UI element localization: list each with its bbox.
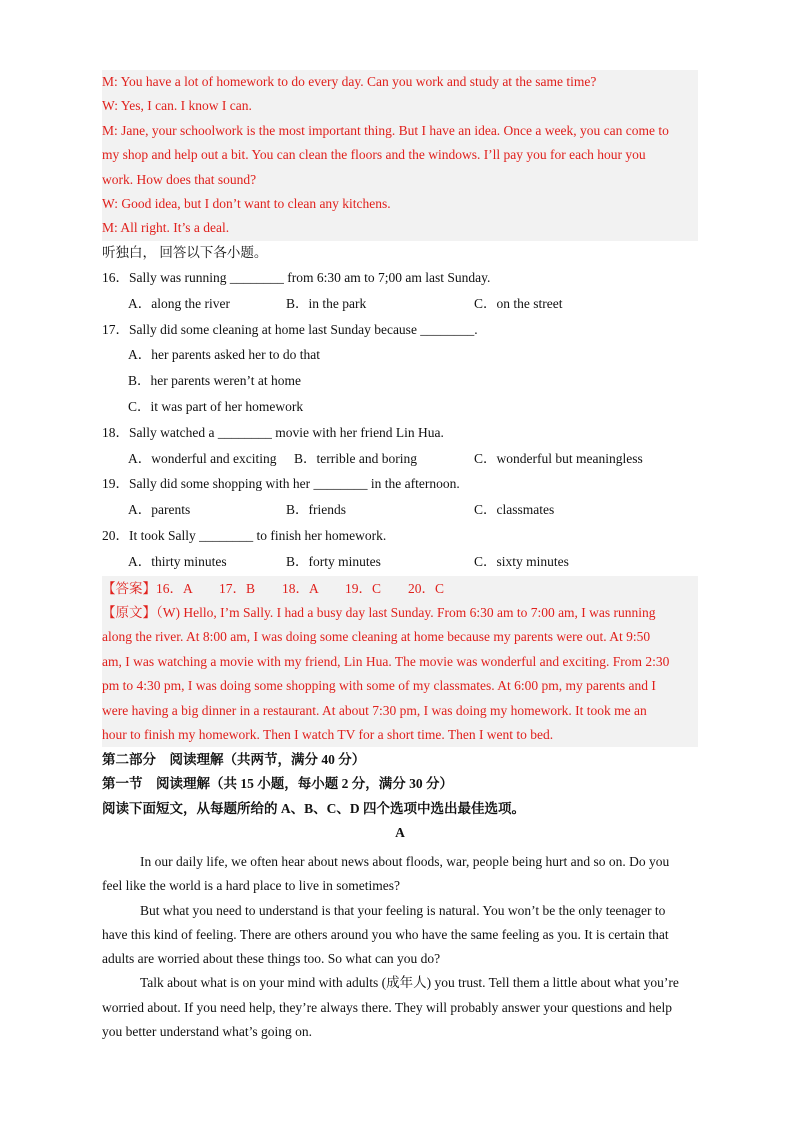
dialogue-line: M: Jane, your schoolwork is the most important thing. But I have an idea. Once a week, you can come to <box>102 122 669 138</box>
passage-line: adults are worried about these things too. So what can you do? <box>102 951 441 967</box>
subsection-heading: 第一节 阅读理解（共 15 小题，每小题 2 分，满分 30 分） <box>102 776 453 792</box>
option-row <box>102 497 698 523</box>
passage-line: have this kind of feeling. There are others around you who have the same feeling as you. It is certain that <box>102 926 669 942</box>
passage-line: In our daily life, we often hear about news about floods, war, people being hurt and so on. Do you <box>140 854 670 869</box>
passage-line: worried about. If you need help, they’re always there. They will probably answer your questions and help <box>102 999 672 1015</box>
option-c: C．it was part of her homework <box>128 398 304 414</box>
dialogue-line: W: Yes, I can. I know I can. <box>102 98 252 114</box>
transcript-line: pm to 4:30 pm, I was doing some shopping with some of my classmates. At 6:00 pm, my parents and I <box>102 678 656 694</box>
passage-line: you better understand what’s going on. <box>102 1024 312 1040</box>
transcript-line: hour to finish my homework. Then I watch TV for a short time. Then I went to bed. <box>102 726 554 742</box>
question-stem: 20．It took Sally ________ to finish her homework. <box>102 527 387 543</box>
reading-passage <box>102 850 698 1044</box>
option-row <box>102 291 698 317</box>
dialogue-line: W: Good idea, but I don’t want to clean any kitchens. <box>102 195 391 211</box>
option-b: B．in the park <box>286 295 367 311</box>
dialogue-line: my shop and help out a bit. You can clean the floors and the windows. I’ll pay you for each hour you <box>102 147 646 163</box>
passage-line: Talk about what is on your mind with adults (成年人) you trust. Tell them a little about what you’re <box>140 975 679 991</box>
option-row <box>102 549 698 575</box>
option-c: C．sixty minutes <box>474 553 569 569</box>
passage-label: A <box>395 825 405 841</box>
option-c: C．classmates <box>474 502 555 518</box>
transcript-line: am, I was watching a movie with my friend, Lin Hua. The movie was wonderful and exciting. From 2:30 <box>102 653 670 669</box>
answer-line: 【答案】16．A 17．B 18．A 19．C 20．C <box>102 581 445 596</box>
option-a: A．wonderful and exciting <box>128 450 277 466</box>
option-row <box>102 446 698 472</box>
transcript-line: were having a big dinner in a restaurant. At about 7:30 pm, I was doing my homework. It took me an <box>102 702 647 718</box>
option-a: A．thirty minutes <box>128 553 227 569</box>
passage-line: feel like the world is a hard place to live in sometimes? <box>102 878 401 894</box>
option-a: A．parents <box>128 502 191 518</box>
answer-key <box>102 576 698 747</box>
option-a: A．her parents asked her to do that <box>128 347 320 363</box>
question-stem: 17．Sally did some cleaning at home last Sunday because ________. <box>102 321 478 337</box>
option-c: C．wonderful but meaningless <box>474 450 643 466</box>
dialogue-line: work. How does that sound? <box>102 171 257 187</box>
section-heading: 第二部分 阅读理解（共两节，满分 40 分） <box>102 752 366 767</box>
dialogue-transcript <box>102 70 698 241</box>
question-stem: 16．Sally was running ________ from 6:30 am to 7;00 am last Sunday. <box>102 270 491 285</box>
option-b: B．friends <box>286 502 346 518</box>
transcript-line: along the river. At 8:00 am, I was doing some cleaning at home because my parents were out. At 9:50 <box>102 629 651 645</box>
option-b: B．forty minutes <box>286 553 381 569</box>
option-b: B．terrible and boring <box>294 450 417 466</box>
reading-instruction: 阅读下面短文，从每题所给的 A、B、C、D 四个选项中选出最佳选项。 <box>102 800 526 816</box>
option-b: B．her parents weren’t at home <box>128 373 301 389</box>
question-list <box>102 265 698 575</box>
listening-instruction-wrap <box>102 241 698 265</box>
transcript-line: 【原文】（W) Hello, I’m Sally. I had a busy day last Sunday. From 6:30 am to 7:00 am, I was running <box>102 605 656 620</box>
option-a: A．along the river <box>128 295 230 311</box>
question-stem: 18．Sally watched a ________ movie with her friend Lin Hua. <box>102 424 444 440</box>
passage-line: But what you need to understand is that your feeling is natural. You won’t be the only teenager to <box>140 902 666 918</box>
dialogue-line: M: You have a lot of homework to do every day. Can you work and study at the same time? <box>102 74 597 89</box>
listening-instruction: 听独白， 回答以下各小题。 <box>102 245 268 260</box>
reading-section-header <box>102 748 698 846</box>
option-c: C．on the street <box>474 295 563 311</box>
dialogue-line: M: All right. It’s a deal. <box>102 220 230 236</box>
question-stem: 19．Sally did some shopping with her ________ in the afternoon. <box>102 476 460 492</box>
